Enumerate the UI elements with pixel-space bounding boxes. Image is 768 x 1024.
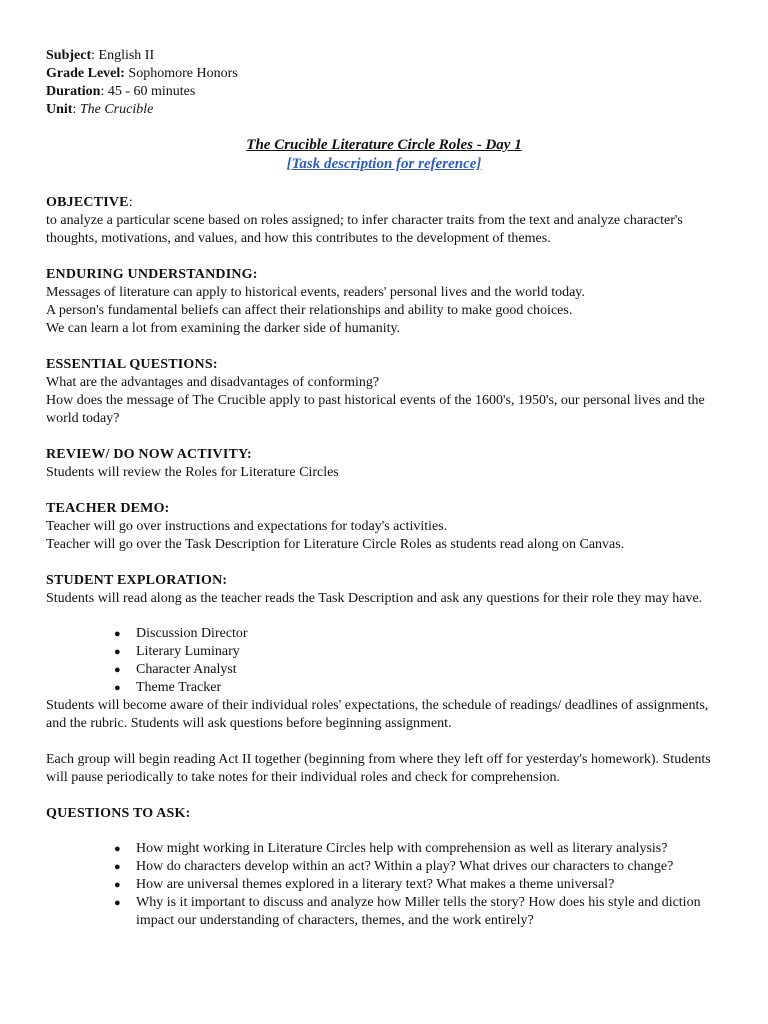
question-text: Why is it important to discuss and analyze how Miller tells the story? How does his style and diction impact our understanding of characters, themes, and the work entirely? xyxy=(136,895,701,928)
objective-heading-suffix: : xyxy=(128,195,133,210)
demo-line: Teacher will go over the Task Description for Literature Circle Roles as students read along on Canvas. xyxy=(46,537,625,552)
bullet-icon: ● xyxy=(114,879,121,891)
enduring-heading: ENDURING UNDERSTANDING: xyxy=(46,267,258,282)
list-item xyxy=(46,661,726,679)
list-item xyxy=(46,858,726,876)
duration-value: : 45 - 60 minutes xyxy=(100,84,196,99)
bullet-icon: ● xyxy=(114,646,121,658)
subject-value: : English II xyxy=(91,48,155,63)
unit-separator: : xyxy=(72,102,80,117)
unit-row xyxy=(46,101,238,119)
enduring-line: A person's fundamental beliefs can affect their relationships and ability to make good choices. xyxy=(46,303,573,318)
grade-label: Grade Level: xyxy=(46,66,125,81)
objective-text: to analyze a particular scene based on roles assigned; to infer character traits from the text and analyze character's thoughts, motivations, and values, and how this contributes to the development of themes. xyxy=(46,213,683,246)
title-block xyxy=(0,136,768,174)
demo-heading: TEACHER DEMO: xyxy=(46,501,170,516)
role-label: Discussion Director xyxy=(136,626,248,641)
bullet-icon: ● xyxy=(114,843,121,855)
essential-question: How does the message of The Crucible apply to past historical events of the 1600's, 1950's, our personal lives and the world today? xyxy=(46,393,705,426)
duration-row xyxy=(46,83,238,101)
page-title: The Crucible Literature Circle Roles - Day 1 xyxy=(246,137,522,153)
demo-section xyxy=(46,500,726,554)
question-text: How might working in Literature Circles help with comprehension as well as literary analysis? xyxy=(136,841,668,856)
questions-list xyxy=(46,840,726,930)
bullet-icon: ● xyxy=(114,664,121,676)
grade-row xyxy=(46,65,238,83)
objective-section xyxy=(46,194,726,248)
paragraph-gap xyxy=(46,733,726,751)
role-label: Character Analyst xyxy=(136,662,237,677)
list-item xyxy=(46,894,726,930)
bullet-icon: ● xyxy=(114,628,121,640)
enduring-section xyxy=(46,266,726,338)
bullet-icon: ● xyxy=(114,861,121,873)
list-item xyxy=(46,876,726,894)
exploration-section xyxy=(46,572,726,787)
list-item xyxy=(46,625,726,643)
lesson-content xyxy=(46,194,726,948)
exploration-group: Each group will begin reading Act II together (beginning from where they left off for yesterday's homework). Students will pause periodically to take notes for their individual roles and check for comprehension. xyxy=(46,752,711,785)
role-label: Theme Tracker xyxy=(136,680,222,695)
review-section xyxy=(46,446,726,482)
unit-value: The Crucible xyxy=(79,102,154,117)
grade-value: Sophomore Honors xyxy=(124,66,238,81)
question-text: How do characters develop within an act? Within a play? What drives our characters to change? xyxy=(136,859,674,874)
duration-label: Duration xyxy=(46,84,101,99)
task-description-link[interactable]: [Task description for reference] xyxy=(286,156,482,172)
roles-list xyxy=(46,625,726,697)
question-text: How are universal themes explored in a literary text? What makes a theme universal? xyxy=(136,877,615,892)
subject-row xyxy=(46,47,238,65)
bullet-icon: ● xyxy=(114,897,121,909)
questions-section xyxy=(46,805,726,930)
role-label: Literary Luminary xyxy=(136,644,240,659)
bullet-icon: ● xyxy=(114,682,121,694)
objective-heading: OBJECTIVE xyxy=(46,195,129,210)
enduring-line: We can learn a lot from examining the darker side of humanity. xyxy=(46,321,401,336)
review-text: Students will review the Roles for Literature Circles xyxy=(46,465,339,480)
exploration-heading: STUDENT EXPLORATION: xyxy=(46,573,228,588)
exploration-intro: Students will read along as the teacher reads the Task Description and ask any questions for their role they may have. xyxy=(46,591,703,606)
subject-label: Subject xyxy=(46,48,92,63)
exploration-after: Students will become aware of their individual roles' expectations, the schedule of readings/ deadlines of assignments, and the rubric. Students will ask questions before beginning assignment. xyxy=(46,698,709,731)
review-heading: REVIEW/ DO NOW ACTIVITY: xyxy=(46,447,252,462)
questions-heading: QUESTIONS TO ASK: xyxy=(46,806,191,821)
list-item xyxy=(46,840,726,858)
demo-line: Teacher will go over instructions and expectations for today's activities. xyxy=(46,519,448,534)
essential-question: What are the advantages and disadvantages of conforming? xyxy=(46,375,380,390)
enduring-line: Messages of literature can apply to historical events, readers' personal lives and the world today. xyxy=(46,285,585,300)
unit-label: Unit xyxy=(46,102,73,117)
list-item xyxy=(46,679,726,697)
lesson-meta xyxy=(46,47,238,119)
essential-heading: ESSENTIAL QUESTIONS: xyxy=(46,357,218,372)
essential-section xyxy=(46,356,726,428)
list-item xyxy=(46,643,726,661)
